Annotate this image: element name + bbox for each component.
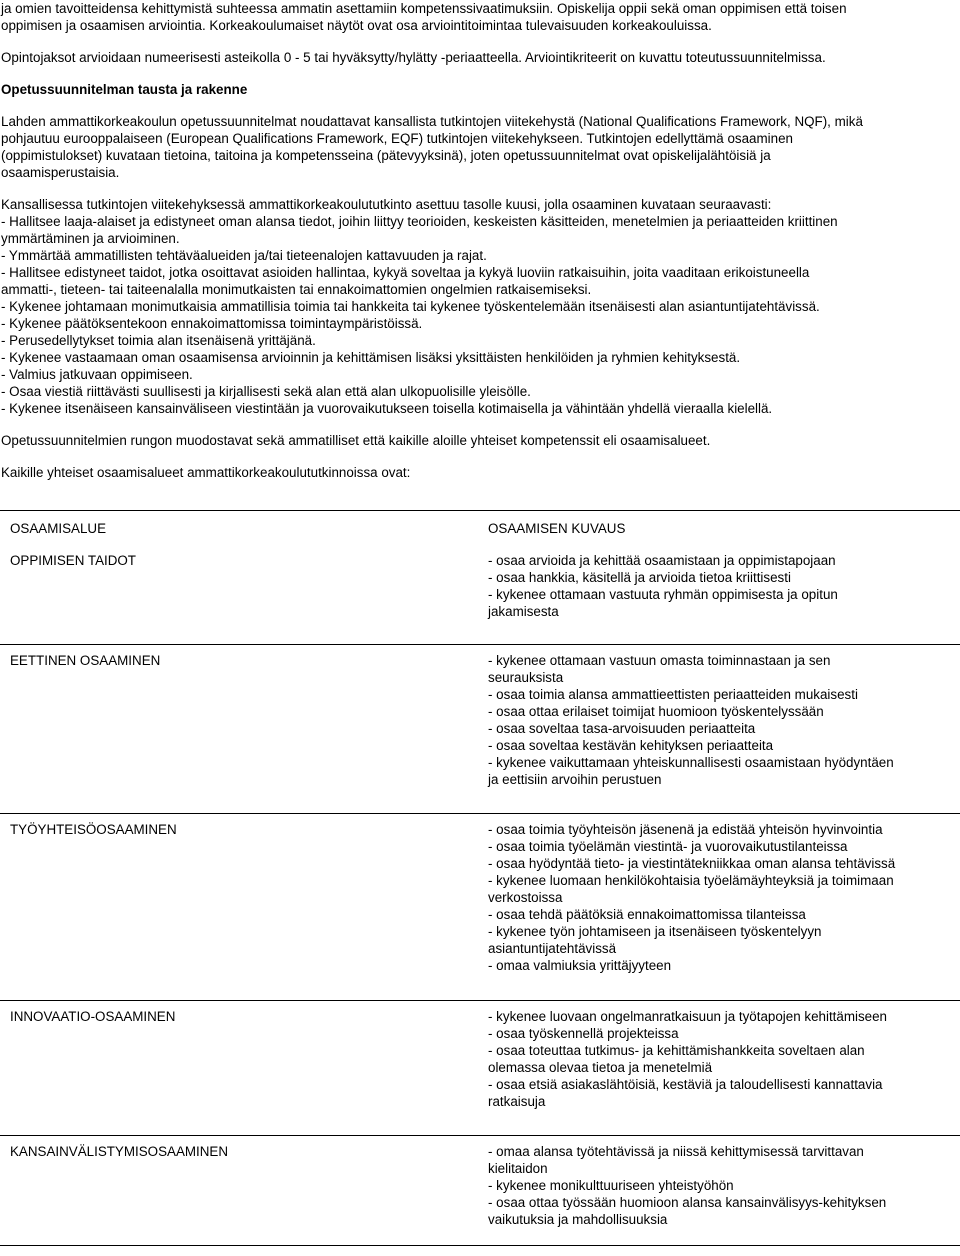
row-area: INNOVAATIO-OSAAMINEN — [10, 1009, 176, 1024]
background-line: Lahden ammattikorkeakoulun opetussuunnitelmat noudattavat kansallista tutkintojen viitekehystä (National Qualifications Framework, NQF), mikä — [1, 114, 863, 129]
document-page — [0, 0, 960, 496]
description-line: - osaa toimia työyhteisön jäsenenä ja edistää yhteisön hyvinvointia — [488, 822, 883, 837]
table-row — [0, 1135, 960, 1245]
description-line: - osaa hyödyntää tieto- ja viestintätekniikkaa oman alansa tehtävissä — [488, 856, 896, 871]
description-line: ratkaisuja — [488, 1094, 546, 1109]
description-line: kielitaidon — [488, 1161, 548, 1176]
table-row — [0, 644, 960, 813]
description-line: - kykenee vaikuttamaan yhteiskunnallisesti osaamistaan hyödyntäen — [488, 755, 894, 770]
description-line: - osaa työskennellä projekteissa — [488, 1026, 679, 1041]
row-description — [478, 552, 960, 644]
description-line: - osaa toteuttaa tutkimus- ja kehittämishankkeita soveltaen alan — [488, 1043, 865, 1058]
description-line: - kykenee luomaan henkilökohtaisia työelämäyhteyksiä ja toimimaan — [488, 873, 894, 888]
framework-line: ammatti-, tieteen- tai taiteenalalla monimutkaisten tai ennakoimattomien ongelmien ratkaisemiseksi. — [1, 282, 592, 297]
header-area: OSAAMISALUE — [10, 521, 106, 536]
description-line: - osaa toimia alansa ammattieettisten periaatteiden mukaisesti — [488, 687, 858, 702]
assessment-paragraph: Opintojaksot arvioidaan numeerisesti asteikolla 0 - 5 tai hyväksytty/hylätty -periaatteella. Arviointikriteerit on kuvattu toteutussuunnitelmissa. — [1, 50, 826, 65]
row-area: KANSAINVÄLISTYMISOSAAMINEN — [10, 1144, 229, 1159]
table-row — [0, 813, 960, 1000]
description-line: - osaa toimia työelämän viestintä- ja vuorovaikutustilanteissa — [488, 839, 848, 854]
framework-line: Kansallisessa tutkintojen viitekehyksessä ammattikorkeakoulututkinto asettuu tasolle kuusi, jolla osaaminen kuvataan seuraavasti: — [1, 197, 772, 212]
description-line: - kykenee luovaan ongelmanratkaisuun ja työtapojen kehittämiseen — [488, 1009, 887, 1024]
description-line: - osaa ottaa erilaiset toimijat huomioon työskentelyssään — [488, 704, 824, 719]
description-line: vaikutuksia ja mahdollisuuksia — [488, 1212, 668, 1227]
description-line: ja eettisiin arvoihin perustuen — [488, 772, 662, 787]
description-line: - osaa ottaa työssään huomioon alansa kansainvälisyys-kehityksen — [488, 1195, 887, 1210]
framework-line: - Kykenee johtamaan monimutkaisia ammatillisia toimia tai hankkeita tai kykenee työskentelemään itsenäisesti alan asiantuntijatehtävissä. — [1, 299, 820, 314]
framework-line: - Osaa viestiä riittävästi suullisesti ja kirjallisesti sekä alan että alan ulkopuolisille yleisölle. — [1, 384, 531, 399]
intro-line: ja omien tavoitteidensa kehittymistä suhteessa ammatin asettamiin kompetenssivaatimuksiin. Opiskelija oppii sekä oman oppimisen että toisen — [1, 1, 847, 16]
section-heading: Opetussuunnitelman tausta ja rakenne — [1, 82, 248, 97]
row-description — [478, 1143, 960, 1245]
header-description: OSAAMISEN KUVAUS — [488, 521, 626, 536]
description-line: - osaa hankkia, käsitellä ja arvioida tietoa kriittisesti — [488, 570, 791, 585]
framework-line: ymmärtäminen ja arvioiminen. — [1, 231, 180, 246]
row-description — [478, 652, 960, 813]
description-line: - kykenee ottamaan vastuuta ryhmän oppimisesta ja opitun — [488, 587, 838, 602]
framework-line: - Hallitsee edistyneet taidot, jotka osoittavat asioiden hallintaa, kykyä soveltaa ja kykyä luoviin ratkaisuihin, joita vaaditaan erikoistuneella — [1, 265, 810, 280]
row-description — [478, 1008, 960, 1135]
description-line: jakamisesta — [488, 604, 559, 619]
framework-line: - Kykenee päätöksentekoon ennakoimattomissa toimintaympäristöissä. — [1, 316, 423, 331]
description-line: - osaa arvioida ja kehittää osaamistaan ja oppimistapojaan — [488, 553, 836, 568]
row-area: OPPIMISEN TAIDOT — [10, 553, 136, 568]
table-row — [0, 1000, 960, 1135]
description-line: - kykenee työn johtamiseen ja itsenäiseen työskentelyyn — [488, 924, 822, 939]
background-paragraph — [1, 113, 960, 181]
row-area: TYÖYHTEISÖOSAAMINEN — [10, 822, 177, 837]
background-line: pohjautuu eurooppalaiseen (European Qualifications Framework, EQF) tutkintojen viitekehykseen. Tutkintojen edellyttämä osaaminen — [1, 131, 793, 146]
description-line: - osaa soveltaa kestävän kehityksen periaatteita — [488, 738, 774, 753]
framework-line: - Kykenee vastaamaan oman osaamisensa arvioinnin ja kehittämisen lisäksi yksittäisten henkilöiden ja ryhmien kehityksestä. — [1, 350, 741, 365]
intro-paragraph — [1, 0, 960, 34]
description-line: - osaa tehdä päätöksiä ennakoimattomissa tilanteissa — [488, 907, 806, 922]
table-row — [0, 544, 960, 644]
description-line: seurauksista — [488, 670, 564, 685]
description-line: - kykenee monikulttuuriseen yhteistyöhön — [488, 1178, 734, 1193]
description-line: - kykenee ottamaan vastuun omasta toiminnastaan ja sen — [488, 653, 831, 668]
framework-line: - Valmius jatkuvaan oppimiseen. — [1, 367, 193, 382]
common-areas-paragraph: Kaikille yhteiset osaamisalueet ammattikorkeakoulututkinnoissa ovat: — [1, 465, 411, 480]
description-line: - osaa etsiä asiakaslähtöisiä, kestäviä ja taloudellisesti kannattavia — [488, 1077, 883, 1092]
description-line: asiantuntijatehtävissä — [488, 941, 617, 956]
table-header-row — [0, 511, 960, 544]
description-line: verkostoissa — [488, 890, 563, 905]
framework-paragraph — [1, 196, 960, 417]
description-line: olemassa olevaa tietoa ja menetelmiä — [488, 1060, 713, 1075]
intro-line: oppimisen ja osaamisen arviointia. Korkeakoulumaiset näytöt ovat osa arviointitoimintaa tulevaisuuden korkeakouluissa. — [1, 18, 712, 33]
row-area: EETTINEN OSAAMINEN — [10, 653, 161, 668]
description-line: - omaa alansa työtehtävissä ja niissä kehittymisessä tarvittavan — [488, 1144, 864, 1159]
competence-table — [0, 510, 960, 1246]
description-line: - omaa valmiuksia yrittäjyyteen — [488, 958, 672, 973]
framework-line: - Ymmärtää ammatillisten tehtäväalueiden ja/tai tieteenalojen kattavuuden ja rajat. — [1, 248, 487, 263]
background-line: osaamisperustaisia. — [1, 165, 120, 180]
row-description — [478, 821, 960, 1000]
background-line: (oppimistulokset) kuvataan tietoina, taitoina ja kompetensseina (pätevyyksinä), joten opetussuunnitelmat ovat opiskelijalähtöisiä ja — [1, 148, 771, 163]
framework-line: - Perusedellytykset toimia alan itsenäisenä yrittäjänä. — [1, 333, 316, 348]
framework-line: - Kykenee itsenäiseen kansainväliseen viestintään ja vuorovaikutukseen toisella kotimaisella ja vähintään yhdellä vieraalla kielellä. — [1, 401, 773, 416]
core-paragraph: Opetussuunnitelmien rungon muodostavat sekä ammatilliset että kaikille aloille yhteiset kompetenssit eli osaamisalueet. — [1, 433, 711, 448]
description-line: - osaa soveltaa tasa-arvoisuuden periaatteita — [488, 721, 756, 736]
framework-line: - Hallitsee laaja-alaiset ja edistyneet oman alansa tiedot, joihin liittyy teorioiden, keskeisten käsitteiden, menetelmien ja periaatteiden kriittinen — [1, 214, 838, 229]
